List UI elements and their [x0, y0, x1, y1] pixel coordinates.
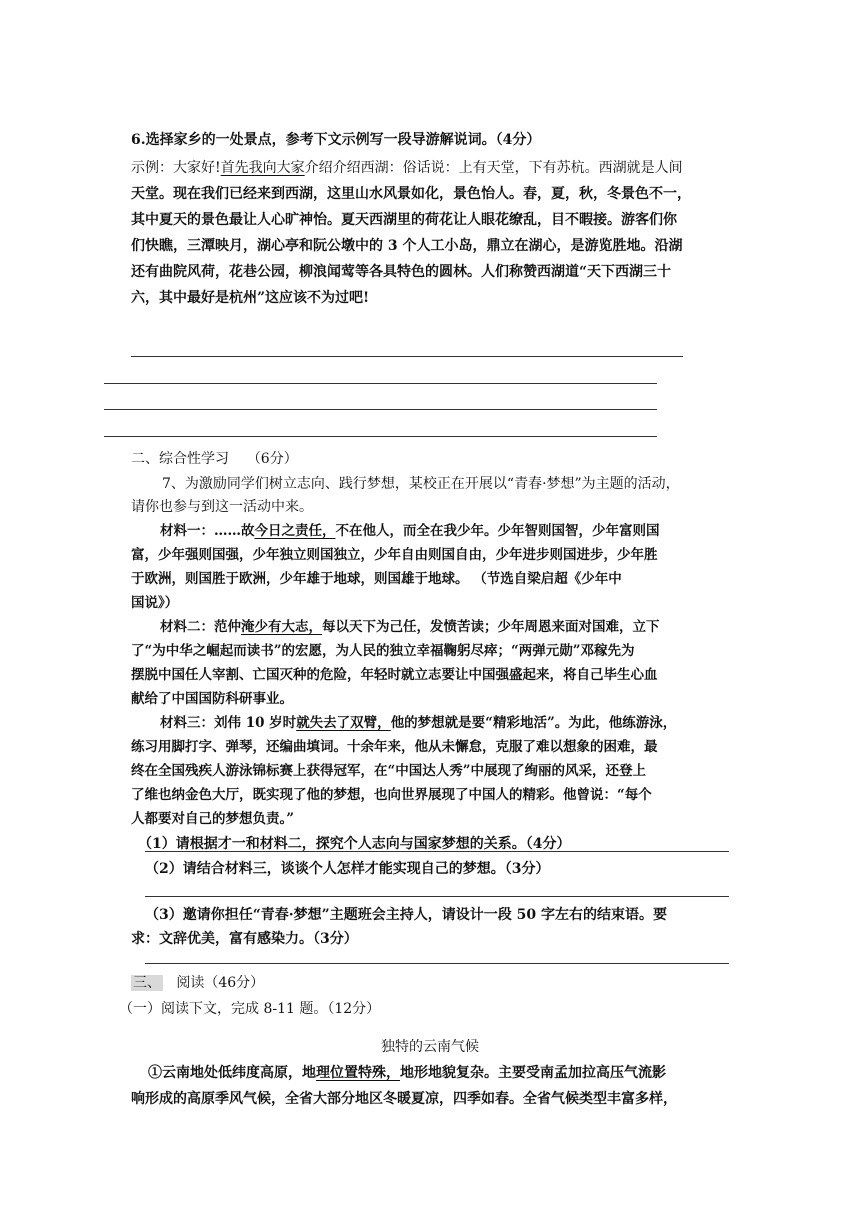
sub-question-3-line-2: 求：文辞优美，富有感染力。（3分）: [131, 931, 358, 947]
answer-line: [145, 851, 729, 852]
article-title: 独特的云南气候: [381, 1039, 479, 1055]
answer-line: [145, 963, 729, 964]
reading-part-1: （一）阅读下文，完成 8-11 题。（12分）: [119, 1001, 381, 1017]
q6-line-6: 六，其中最好是杭州”这应该不为过吧!: [131, 290, 370, 306]
material3-line-2: 练习用脚打字、弹琴，还编曲填词。十余年来，他从未懈怠，克服了难以想象的困难，最: [131, 739, 658, 755]
article-para-1-line-2: 响形成的高原季风气候，全省大部分地区冬暖夏凉，四季如春。全省气候类型丰富多样，: [131, 1091, 677, 1107]
answer-line: [104, 383, 657, 384]
sub-question-3-line-1: （3）邀请你担任“青春·梦想”主题班会主持人，请设计一段 50 字左右的结束语。要: [145, 907, 667, 923]
q6-line-4: 们快瞧，三潭映月，湖心亭和阮公墩中的 3 个人工小岛，鼎立在湖心，是游览胜地。沿湖: [131, 238, 683, 254]
q6-title: 6.选择家乡的一处景点，参考下文示例写一段导游解说词。（4分）: [131, 132, 541, 148]
material3-line-5: 人都要对自己的梦想负责。”: [131, 811, 295, 827]
material3-line-4: 了维也纳金色大厅，既实现了他的梦想，也向世界展现了中国人的精彩。他曾说：“每个: [131, 787, 652, 803]
material2-line-1: 材料二：范仲淹少有大志，每以天下为己任，发愤苦读；少年周恩来面对国难，立下: [160, 619, 660, 635]
article-para-1-line-1: ①云南地处低纬度高原，地理位置特殊，地形地貌复杂。主要受南孟加拉高压气流影: [148, 1065, 666, 1081]
material1-line-2: 富，少年强则国强，少年独立则国独立，少年自由则国自由，少年进步则国进步，少年胜: [131, 547, 658, 563]
q7-line-2: 请你也参与到这一活动中来。: [131, 499, 313, 515]
section2-heading: 二、综合性学习 （6分）: [131, 451, 298, 467]
material3-line-3: 终在全国残疾人游泳锦标赛上获得冠军，在“中国达人秀”中展现了绚丽的风采，还登上: [131, 763, 647, 779]
q6-line-2: 天堂。现在我们已经来到西湖，这里山水风景如化，景色怡人。春，夏，秋，冬景色不一，: [131, 186, 691, 202]
section3-heading: 三、 阅读（46分）: [133, 975, 265, 991]
material2-line-4: 献给了中国国防科研事业。: [131, 691, 293, 707]
material1-line-1: 材料一：……故今日之责任，不在他人，而全在我少年。少年智则国智，少年富则国: [160, 523, 660, 539]
q6-line-3: 其中夏天的景色最让人心旷神怡。夏天西湖里的荷花让人眼花缭乱，目不暇接。游客们你: [131, 212, 677, 228]
material1-line-3: 于欧洲，则国胜于欧洲，少年雄于地球，则国雄于地球。 （节选自梁启超《少年中: [131, 571, 622, 587]
answer-line: [104, 436, 657, 437]
sub-question-2: （2）请结合材料三，谈谈个人怎样才能实现自己的梦想。（3分）: [145, 861, 550, 877]
q6-line-5: 还有曲院风荷，花巷公园，柳浪闻莺等各具特色的圆林。人们称赞西湖道“天下西湖三十: [131, 264, 672, 280]
answer-line: [145, 896, 729, 897]
material1-line-4: 国说》）: [131, 595, 179, 611]
material2-line-2: 了“为中华之崛起而读书”的宏愿，为人民的独立幸福鞠躬尽瘁；“两弹元勋”邓稼先为: [131, 643, 635, 659]
answer-line: [131, 356, 683, 357]
q6-line-1: 示例：大家好!首先我向大家介绍介绍西湖：俗话说：上有天堂，下有苏杭。西湖就是人间: [131, 160, 683, 176]
answer-line: [104, 409, 657, 410]
sub-question-1: （1）请根据才一和材料二，探究个人志向与国家梦想的关系。（4分）: [138, 836, 571, 852]
material3-line-1: 材料三：刘伟 10 岁时就失去了双臂，他的梦想就是要“精彩地活”。为此，他练游泳，: [160, 715, 677, 731]
material2-line-3: 摆脱中国任人宰割、亡国灭种的危险，年轻时就立志要让中国强盛起来，将自己毕生心血: [131, 667, 658, 683]
q7-line-1: 7、为激励同学们树立志向、践行梦想，某校正在开展以“青春·梦想”为主题的活动，: [162, 476, 680, 492]
